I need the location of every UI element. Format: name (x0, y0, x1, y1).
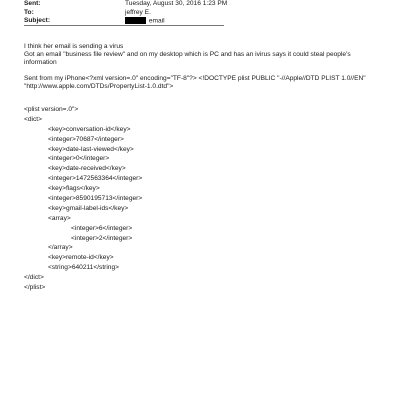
email-body (24, 43, 382, 90)
plist-line: <key>remote-id</key> (48, 254, 114, 262)
header-divider (24, 25, 224, 26)
to-row (24, 9, 390, 18)
to-label: To: (24, 8, 34, 16)
email-header (24, 0, 390, 26)
sent-from-line-2: "http://www.apple.com/DTDs/PropertyList-1.0.dtd"> (24, 82, 174, 90)
sent-row (24, 0, 390, 9)
plist-line: <key>date-last-viewed</key> (48, 145, 134, 153)
to-value: jeffrey E. (125, 8, 151, 16)
plist-line: <array> (48, 214, 71, 222)
plist-line: <integer>8590195713</integer> (48, 195, 143, 203)
plist-line: <key>gmail-label-ids</key> (48, 204, 129, 212)
plist-line: <integer>6</integer> (71, 224, 133, 232)
plist-line: <dict> (24, 115, 42, 123)
plist-line: <integer>1472563364</integer> (48, 175, 143, 183)
plist-line: <key>conversation-id</key> (48, 125, 131, 133)
plist-line: </dict> (24, 274, 44, 282)
body-line-3: information (24, 58, 57, 66)
plist-line: <plist version=.0"> (24, 106, 79, 113)
sent-from-line-1: Sent from my iPhone<?xml version=.0" encoding="TF-8"?> <!DOCTYPE plist PUBLIC "-//Apple//DTD PLIST 1.0//EN" (24, 74, 366, 82)
plist-line: </plist> (24, 284, 46, 292)
sent-label: Sent: (24, 0, 41, 7)
sent-value: Tuesday, August 30, 2016 1:23 PM (125, 0, 228, 7)
plist-line: <key>flags</key> (48, 185, 100, 193)
plist-line: <string>640211</string> (48, 264, 119, 272)
subject-value: email (148, 17, 165, 25)
subject-label: Subject: (24, 17, 51, 24)
body-line-1: I think her email is sending a virus (24, 43, 124, 50)
plist-block (24, 105, 386, 293)
plist-line: </array> (48, 244, 73, 252)
plist-line: <integer>70687</integer> (48, 135, 124, 143)
body-line-2: Got an email "business file review" and on my desktop which is PC and has an ivirus says it could steal people's (24, 50, 351, 58)
plist-line: <key>date-received</key> (48, 165, 126, 173)
plist-line: <integer>2</integer> (71, 234, 133, 242)
redaction-box (125, 17, 146, 24)
plist-line: <integer>0</integer> (48, 155, 110, 163)
